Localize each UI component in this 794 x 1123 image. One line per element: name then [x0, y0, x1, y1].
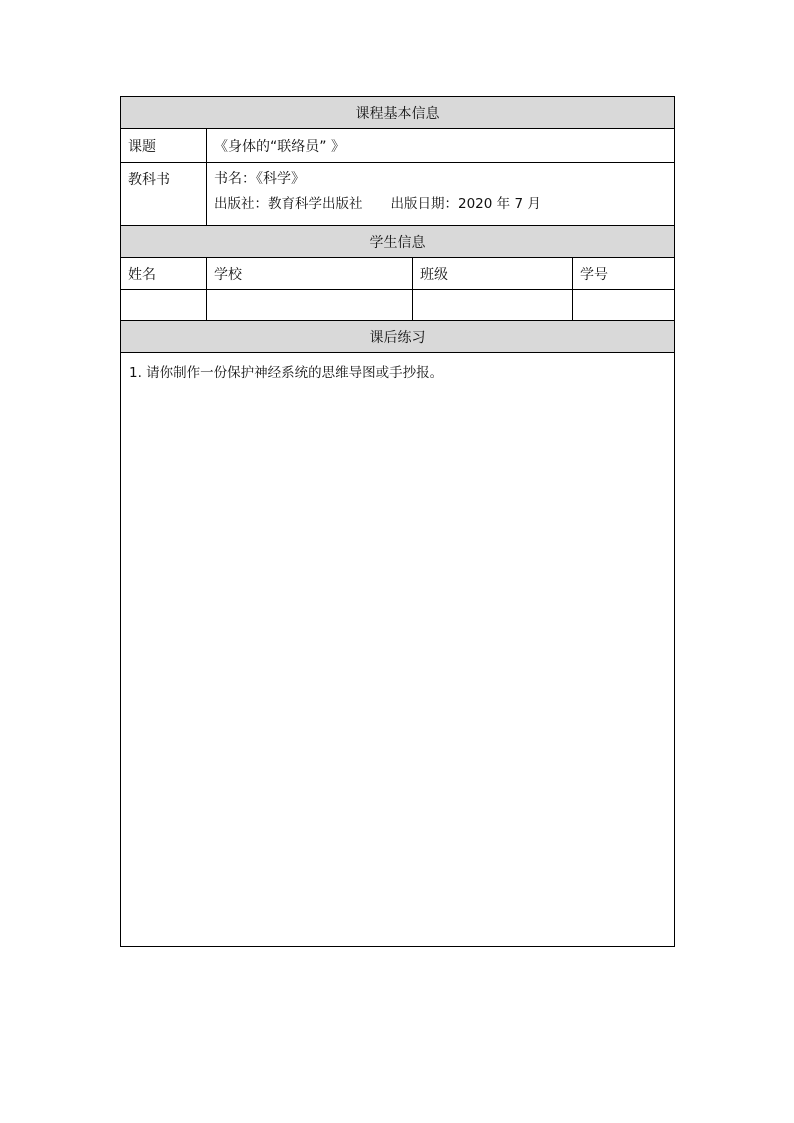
- topic-value: 《身体的“联络员” 》: [214, 138, 345, 155]
- textbook-label: 教科书: [121, 163, 207, 225]
- school-field[interactable]: [207, 290, 413, 320]
- class-header: 班级: [413, 258, 573, 289]
- worksheet-table: [120, 96, 675, 947]
- homework-header: [121, 321, 674, 353]
- exercise-area: [121, 353, 674, 946]
- name-field[interactable]: [121, 290, 207, 320]
- exercise-item: 1. 请你制作一份保护神经系统的思维导图或手抄报。: [129, 365, 444, 381]
- publication-info: [214, 195, 541, 220]
- class-field[interactable]: [413, 290, 573, 320]
- topic-row: [121, 129, 674, 163]
- student-id-field[interactable]: [573, 290, 674, 320]
- homework-title: 课后练习: [369, 329, 426, 346]
- textbook-details: [207, 163, 674, 225]
- name-header: 姓名: [121, 258, 207, 289]
- student-info-title: 学生信息: [369, 234, 426, 251]
- student-value-row: [121, 290, 674, 321]
- publish-date: 出版日期：2020 年 7 月: [390, 195, 541, 212]
- student-info-header: [121, 226, 674, 258]
- topic-label: 课题: [121, 129, 207, 162]
- student-header-row: [121, 258, 674, 290]
- textbook-row: [121, 163, 674, 226]
- course-info-title: 课程基本信息: [355, 105, 440, 122]
- student-id-header: 学号: [580, 266, 608, 283]
- publisher: 出版社：教育科学出版社: [214, 195, 363, 212]
- school-header: 学校: [207, 258, 413, 289]
- course-info-header: [121, 97, 674, 129]
- book-name: 书名：《科学》: [214, 171, 305, 187]
